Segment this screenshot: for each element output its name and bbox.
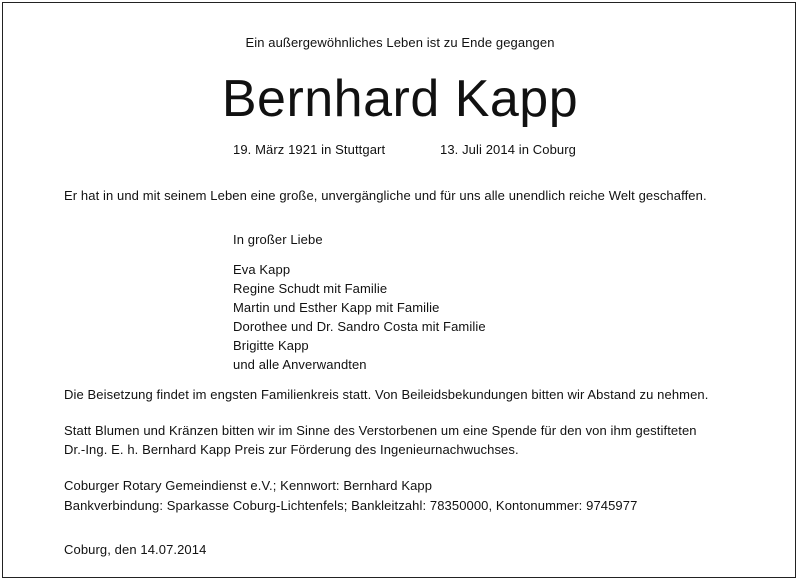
bank-line: Bankverbindung: Sparkasse Coburg-Lichtenfels; Bankleitzahl: 78350000, Kontonummer: 9745977: [64, 498, 638, 513]
love-line: In großer Liebe: [233, 232, 323, 247]
donation-line: Dr.-Ing. E. h. Bernhard Kapp Preis zur Förderung des Ingenieurnachwuchses.: [64, 442, 519, 457]
mourner-entry: Eva Kapp: [233, 262, 291, 277]
deceased-name: Bernhard Kapp: [221, 70, 579, 128]
birth-info: 19. März 1921 in Stuttgart: [233, 142, 386, 157]
tribute-text: Er hat in und mit seinem Leben eine große, unvergängliche und für uns alle unendlich reiche Welt geschaffen.: [64, 188, 707, 203]
death-info: 13. Juli 2014 in Coburg: [440, 142, 577, 157]
funeral-note: Die Beisetzung findet im engsten Familienkreis statt. Von Beileidsbekundungen bitten wir Abstand zu nehmen.: [64, 387, 709, 402]
mourner-entry: Dorothee und Dr. Sandro Costa mit Familie: [233, 319, 486, 334]
place-date: Coburg, den 14.07.2014: [64, 542, 207, 557]
intro-line: Ein außergewöhnliches Leben ist zu Ende gegangen: [245, 35, 555, 50]
mourner-entry: und alle Anverwandten: [233, 357, 367, 372]
donation-line: Statt Blumen und Kränzen bitten wir im Sinne des Verstorbenen um eine Spende für den von ihm gestifteten: [64, 423, 697, 438]
mourner-entry: Regine Schudt mit Familie: [233, 281, 388, 296]
mourner-entry: Brigitte Kapp: [233, 338, 309, 353]
bank-line: Coburger Rotary Gemeindienst e.V.; Kennwort: Bernhard Kapp: [64, 478, 433, 493]
mourner-entry: Martin und Esther Kapp mit Familie: [233, 300, 440, 315]
